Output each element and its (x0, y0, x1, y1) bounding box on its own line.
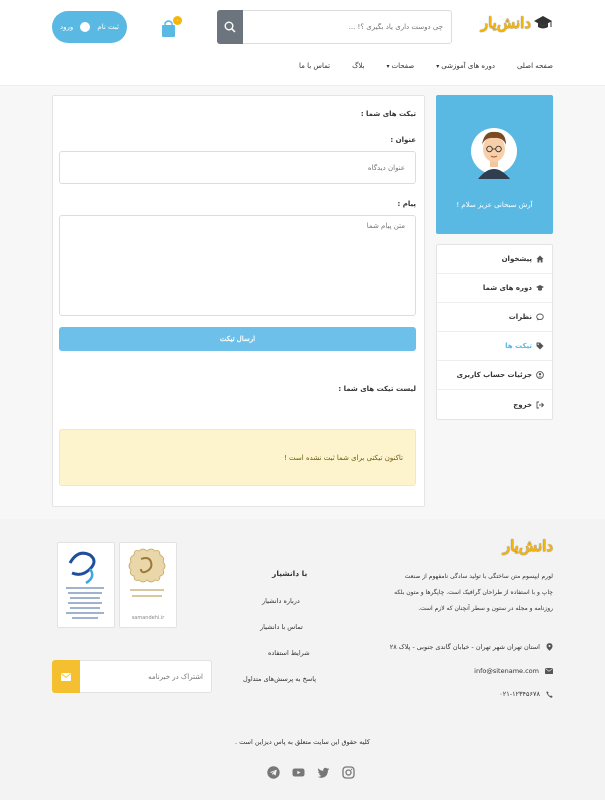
site-footer (0, 519, 605, 800)
email-text: info@sitename.com (474, 667, 539, 675)
ticket-title-input[interactable] (59, 151, 416, 184)
auth-separator-icon (80, 22, 90, 32)
enamad-badge[interactable] (57, 542, 115, 628)
footer-email[interactable] (474, 667, 553, 675)
envelope-icon (545, 668, 553, 674)
instagram-icon[interactable] (342, 766, 355, 779)
nav-label: صفحات (391, 62, 415, 70)
sign-out-icon (536, 401, 544, 409)
nav-pages[interactable] (387, 62, 415, 70)
site-logo[interactable] (481, 14, 553, 32)
message-label: پیام : (397, 200, 416, 208)
nav-label: دوره های آموزشی (441, 62, 495, 70)
menu-item-dashboard[interactable] (437, 245, 552, 274)
chevron-down-icon: ▾ (386, 62, 390, 70)
tickets-panel (52, 95, 425, 507)
footer-links-title: با دانشیار (272, 569, 308, 578)
nav-label: بلاگ (352, 62, 365, 70)
samandehi-badge[interactable] (119, 542, 177, 628)
submit-ticket-button[interactable]: ارسال تیکت (59, 327, 416, 351)
graduation-cap-icon (536, 284, 544, 292)
newsletter-input[interactable] (80, 661, 211, 692)
menu-item-logout[interactable] (437, 390, 552, 419)
nav-contact[interactable] (299, 62, 330, 70)
ticket-list-title: لیست تیکت های شما : (338, 385, 416, 393)
login-link[interactable]: ورود (60, 23, 74, 31)
envelope-icon (61, 673, 71, 681)
menu-item-comments[interactable] (437, 303, 552, 332)
nav-home[interactable] (517, 62, 553, 70)
samandehi-text: samandehi.ir (131, 615, 165, 621)
comment-icon (536, 313, 544, 321)
title-label: عنوان : (390, 136, 416, 144)
footer-link-contact[interactable]: تماس با دانشیار (260, 623, 303, 631)
graduation-cap-icon (533, 15, 553, 31)
menu-item-courses[interactable] (437, 274, 552, 303)
menu-item-label: پیشخوان (501, 255, 532, 263)
nav-blog[interactable] (352, 62, 364, 70)
cart-count-badge: ۰ (173, 16, 182, 25)
copyright-text: کلیه حقوق این سایت متعلق به پاس دیزاین است . (235, 738, 370, 746)
account-menu (436, 244, 553, 420)
telegram-icon[interactable] (267, 766, 280, 779)
auth-pill (52, 11, 127, 43)
footer-logo[interactable]: دانش‌یار (502, 537, 553, 555)
menu-item-account[interactable] (437, 361, 552, 390)
search-bar (217, 10, 452, 44)
home-icon (536, 255, 544, 263)
newsletter-form (52, 660, 212, 693)
empty-tickets-alert: تاکنون تیکتی برای شما ثبت نشده است ! (59, 429, 416, 486)
chevron-down-icon: ▾ (436, 62, 440, 70)
nav-courses[interactable] (436, 62, 495, 70)
menu-item-label: دوره های شما (482, 284, 532, 292)
footer-address (390, 643, 553, 651)
search-button[interactable] (217, 10, 243, 44)
nav-label: تماس با ما (299, 62, 331, 70)
menu-item-label: خروج (513, 400, 532, 409)
search-input[interactable] (243, 11, 451, 43)
newsletter-submit-button[interactable] (52, 660, 80, 693)
social-links (267, 766, 355, 779)
phone-icon (546, 691, 553, 698)
site-header (0, 0, 605, 86)
location-icon (546, 643, 553, 651)
phone-text: ۰۲۱-۱۲۳۴۵۶۷۸ (499, 690, 540, 698)
tag-icon (536, 342, 544, 350)
footer-link-faq[interactable]: پاسخ به پرسش‌های متداول (243, 675, 317, 683)
logo-text: دانش‌یار (480, 14, 531, 32)
footer-phone[interactable] (499, 690, 553, 698)
welcome-message: آرش سبحانی عزیز سلام ! (456, 201, 533, 209)
avatar (470, 119, 518, 184)
nav-label: صفحه اصلی (516, 62, 553, 70)
cart-button[interactable] (160, 16, 182, 38)
twitter-icon[interactable] (317, 766, 330, 779)
section-title: تیکت های شما : (360, 110, 416, 118)
menu-item-label: جزئیات حساب کاربری (456, 371, 532, 379)
enamad-logo-icon (56, 543, 114, 629)
youtube-icon[interactable] (292, 766, 305, 779)
address-text: استان تهران شهر تهران - خیابان گاندی جنوبی - پلاک ۲۸ (389, 643, 540, 651)
menu-item-label: تیکت ها (505, 342, 532, 350)
menu-item-label: نظرات (508, 313, 532, 321)
footer-description: لورم ایپسوم متن ساختگی با تولید سادگی نامفهوم از صنعت چاپ و با استفاده از طراحان گرافیک است. چاپگرها و متون بلکه روزنامه و مجله در ستون و سطر آنچنان که لازم است. (394, 573, 553, 612)
main-nav (299, 62, 553, 70)
menu-item-tickets[interactable] (437, 332, 552, 361)
ticket-message-textarea[interactable] (59, 215, 416, 316)
search-icon (224, 21, 236, 33)
register-link[interactable]: ثبت نام (97, 23, 119, 31)
footer-link-about[interactable]: درباره دانشیار (262, 597, 300, 605)
user-circle-icon (536, 371, 544, 379)
footer-link-terms[interactable]: شرایط استفاده (268, 649, 310, 657)
profile-card (436, 95, 553, 234)
